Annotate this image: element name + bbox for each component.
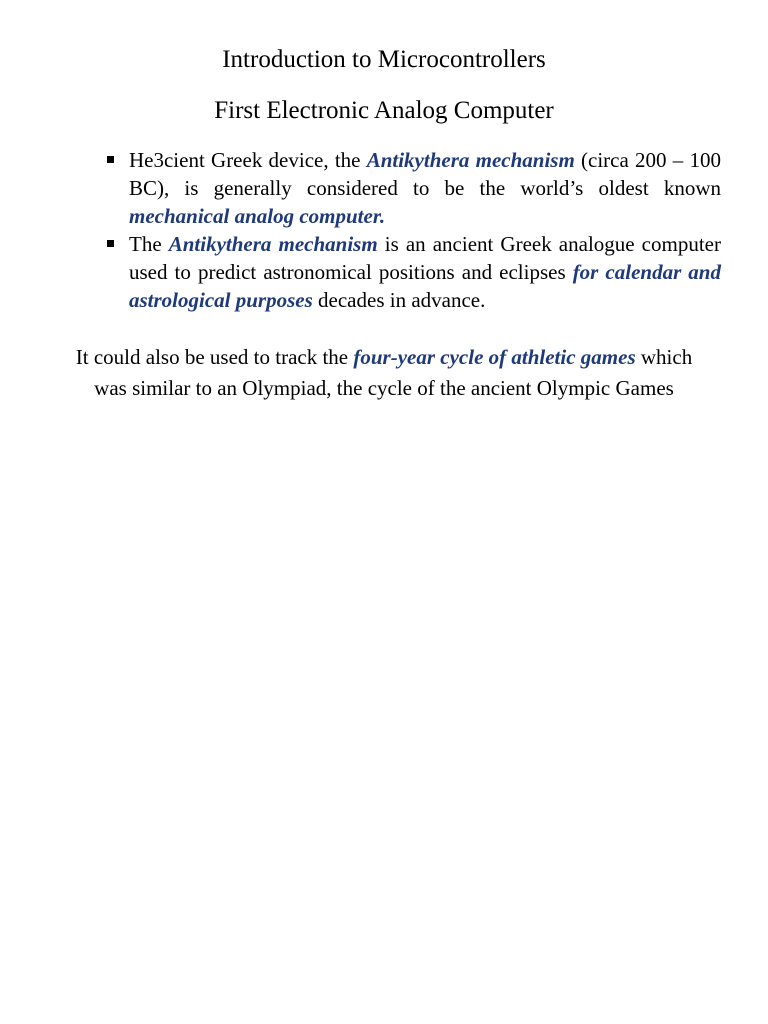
page-subtitle: First Electronic Analog Computer: [214, 97, 554, 124]
closing-text: which was similar to an Olympiad, the cycle of the ancient Olympic Games: [94, 345, 693, 400]
square-bullet-icon: [107, 156, 114, 163]
emphasis-text: Antikythera mechanism: [366, 148, 575, 172]
bullet-text: is an ancient Greek analogue computer used to predict astronomical positions and eclipses: [129, 232, 721, 284]
bullet-text: decades in advance.: [312, 288, 486, 312]
page-title: Introduction to Microcontrollers: [222, 46, 546, 73]
closing-paragraph: [60, 342, 708, 404]
emphasis-text: four-year cycle of athletic games: [353, 345, 636, 369]
emphasis-text: for calendar and astrological purposes: [129, 260, 721, 312]
bullet-text: He3cient Greek device, the: [129, 148, 367, 172]
bullet-text: (circa 200 – 100 BC), is generally considered to be the world’s oldest known: [129, 148, 721, 200]
square-bullet-icon: [107, 240, 114, 247]
bullet-item-antikythera-purpose: [104, 230, 721, 314]
emphasis-text: Antikythera mechanism: [168, 232, 378, 256]
bullet-list: [104, 146, 721, 314]
closing-text: It could also be used to track the: [75, 345, 354, 369]
emphasis-text: mechanical analog computer.: [129, 204, 386, 228]
bullet-item-antikythera-overview: [104, 146, 721, 230]
bullet-text: The: [129, 232, 169, 256]
